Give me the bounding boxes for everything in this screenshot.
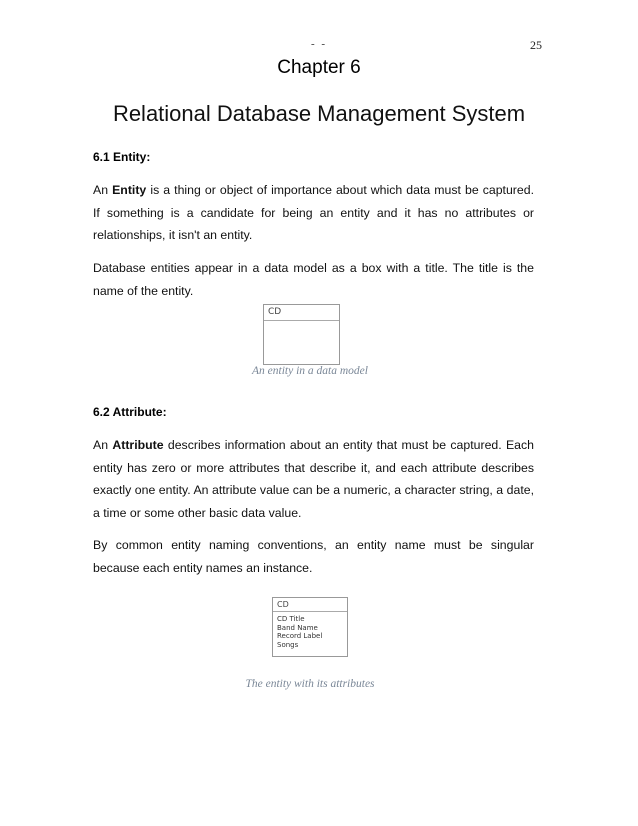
chapter-label: Chapter 6 bbox=[277, 57, 361, 78]
term-entity: Entity bbox=[112, 183, 147, 197]
paragraph-prefix: An bbox=[93, 183, 113, 197]
attribute-item: Band Name bbox=[277, 623, 318, 632]
figure-caption: An entity in a data model bbox=[252, 365, 368, 377]
paragraph-prefix: An bbox=[93, 438, 113, 452]
attribute-list bbox=[273, 612, 347, 649]
entity-box-title: CD bbox=[273, 598, 347, 612]
page-title: Relational Database Management System bbox=[112, 101, 526, 126]
header-marks: - - bbox=[311, 38, 328, 50]
section-heading-attribute: 6.2 Attribute: bbox=[93, 405, 167, 419]
paragraph-entity-box: Database entities appear in a data model as a box with a title. The title is the name of the entity. bbox=[93, 261, 534, 298]
paragraph-attribute-definition bbox=[93, 434, 534, 524]
entity-box-title: CD bbox=[264, 305, 339, 321]
paragraph-naming-convention: By common entity naming conventions, an entity name must be singular because each entity names an instance. bbox=[93, 538, 534, 575]
figure-caption: The entity with its attributes bbox=[245, 678, 375, 690]
term-attribute: Attribute bbox=[112, 438, 164, 452]
attribute-item: Songs bbox=[277, 640, 299, 649]
entity-box-figure bbox=[263, 304, 340, 365]
paragraph-entity-definition bbox=[93, 179, 534, 247]
page-number: 25 bbox=[530, 38, 542, 52]
attribute-item: Record Label bbox=[277, 632, 323, 640]
section-heading-entity: 6.1 Entity: bbox=[93, 150, 151, 164]
entity-box-attributes-figure bbox=[272, 597, 348, 657]
paragraph-rest: describes information about an entity that must be captured. Each entity has zero or more attributes that describe it, and each attribute describes exactly one entity. An attribute value can be a numeric, a character string, a date, a time or some other basic data value. bbox=[93, 438, 534, 520]
attribute-item: CD Title bbox=[277, 615, 305, 623]
paragraph-rest: is a thing or object of importance about which data must be captured. If something is a candidate for being an entity and it has no attributes or relationships, it isn't an entity. bbox=[93, 183, 534, 242]
